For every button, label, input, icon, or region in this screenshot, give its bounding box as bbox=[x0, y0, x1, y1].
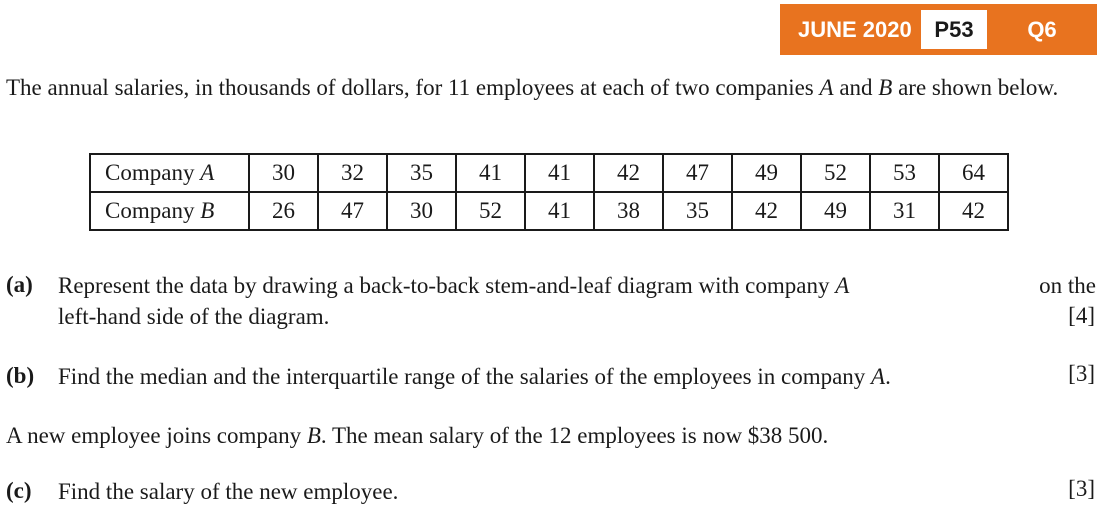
badge-month: JUNE 2020 bbox=[798, 16, 912, 42]
table-cell: 47 bbox=[318, 192, 387, 230]
row-label: Company A bbox=[90, 154, 249, 192]
part-b-text: Find the median and the interquartile range of the salaries of the employees in company A. bbox=[58, 364, 891, 389]
intro-text: The annual salaries, in thousands of dollars, for 11 employees at each of two companies A and B are shown below. bbox=[6, 75, 1059, 100]
table-cell: 38 bbox=[594, 192, 663, 230]
badge-paper: P53 bbox=[921, 10, 987, 49]
part-b-marks: [3] bbox=[1068, 361, 1095, 386]
part-a-label: (a) bbox=[6, 272, 33, 297]
table-cell: 41 bbox=[525, 154, 594, 192]
table-cell: 35 bbox=[387, 154, 456, 192]
salary-table bbox=[89, 153, 1009, 231]
table-cell: 32 bbox=[318, 154, 387, 192]
table-cell: 52 bbox=[801, 154, 870, 192]
table-cell: 42 bbox=[939, 192, 1008, 230]
table-cell: 30 bbox=[387, 192, 456, 230]
table-row bbox=[90, 192, 1008, 230]
table-cell: 41 bbox=[525, 192, 594, 230]
part-c-text: Find the salary of the new employee. bbox=[58, 479, 399, 504]
table-cell: 42 bbox=[594, 154, 663, 192]
part-c-label: (c) bbox=[6, 478, 32, 503]
table-cell: 31 bbox=[870, 192, 939, 230]
row-label: Company B bbox=[90, 192, 249, 230]
table-cell: 30 bbox=[249, 154, 318, 192]
part-a-text: Represent the data by drawing a back-to-back stem-and-leaf diagram with company A on the left-hand side of the diagram. bbox=[58, 273, 1096, 329]
table-cell: 49 bbox=[732, 154, 801, 192]
table-cell: 47 bbox=[663, 154, 732, 192]
statement-text: A new employee joins company B. The mean salary of the 12 employees is now $38 500. bbox=[6, 423, 829, 448]
table-cell: 26 bbox=[249, 192, 318, 230]
table-cell: 53 bbox=[870, 154, 939, 192]
question-badge bbox=[780, 4, 1097, 55]
part-c-marks: [3] bbox=[1068, 476, 1095, 501]
table-cell: 49 bbox=[801, 192, 870, 230]
part-a-marks: [4] bbox=[1068, 303, 1095, 328]
badge-question: Q6 bbox=[1027, 16, 1057, 42]
table-cell: 35 bbox=[663, 192, 732, 230]
table-cell: 42 bbox=[732, 192, 801, 230]
table-cell: 52 bbox=[456, 192, 525, 230]
table-row bbox=[90, 154, 1008, 192]
table-cell: 41 bbox=[456, 154, 525, 192]
part-b-label: (b) bbox=[6, 363, 35, 388]
table-cell: 64 bbox=[939, 154, 1008, 192]
